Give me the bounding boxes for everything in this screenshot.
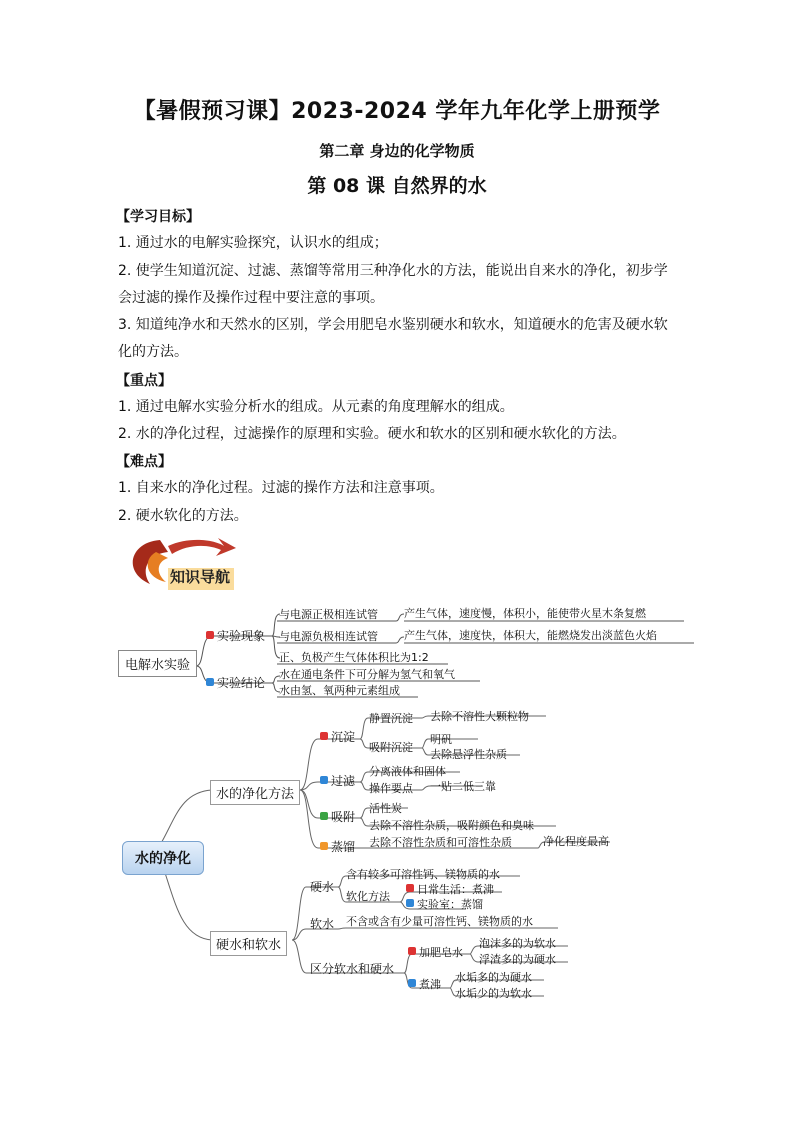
sediment-item: 静置沉淀: [369, 712, 413, 725]
phenomenon-item: 与电源负极相连试管: [279, 630, 378, 643]
key-heading: 【重点】: [116, 373, 172, 389]
key-line: 1. 通过电解水实验分析水的组成。从元素的角度理解水的组成。: [118, 399, 514, 415]
blue-badge-icon: [408, 979, 416, 987]
red-badge-icon: [406, 884, 414, 892]
goal-line: 1. 通过水的电解实验探究，认识水的组成；: [118, 235, 388, 251]
hard-water-node: 硬水: [310, 880, 335, 894]
knowledge-nav-logo-text: 知识导航: [170, 568, 231, 586]
blue-badge-icon: [406, 899, 414, 907]
soft-water-node: 软水: [310, 917, 335, 931]
hard-water-item: 含有较多可溶性钙、镁物质的水: [346, 868, 500, 881]
soft-water-item: 不含或含有少量可溶性钙、镁物质的水: [346, 915, 533, 928]
phenomenon-leaf: 产生气体，速度慢，体积小，能使带火星木条复燃: [404, 607, 646, 620]
branch-conclusion: 实验结论: [206, 676, 265, 690]
soap-item: 浮渣多的为硬水: [479, 953, 556, 966]
lesson-title: 第 08 课 自然界的水: [307, 175, 487, 197]
filter-node: 过滤: [320, 774, 355, 788]
goal-line: 化的方法。: [118, 344, 188, 360]
blue-badge-icon: [320, 776, 328, 784]
sediment-item: 吸附沉淀: [369, 741, 413, 754]
phenomenon-item: 与电源正极相连试管: [279, 608, 378, 621]
adsorb-item: 活性炭: [369, 802, 402, 815]
adsorb-item: 去除不溶性杂质，吸附颜色和臭味: [369, 819, 534, 832]
mindmap2-root: 水的净化: [122, 841, 204, 875]
soften-node: 软化方法: [346, 890, 390, 903]
phenomenon-leaf: 产生气体，速度快，体积大，能燃烧发出淡蓝色火焰: [404, 629, 657, 642]
green-badge-icon: [320, 812, 328, 820]
distinguish-node: 区分软水和硬水: [310, 962, 395, 976]
document-title: 【暑假预习课】2023-2024 学年九年化学上册预学: [133, 99, 661, 124]
filter-item: 操作要点: [369, 782, 413, 795]
sediment-leaf: 去除悬浮性杂质: [430, 748, 507, 761]
sediment-leaf: 明矾: [430, 733, 452, 746]
boil-item: 水垢多的为硬水: [455, 971, 532, 984]
goals-heading: 【学习目标】: [116, 209, 200, 225]
branch-phenomenon: 实验现象: [206, 629, 265, 643]
phenomenon-item: 正、负极产生气体体积比为1:2: [279, 651, 429, 664]
soften-item: 日常生活：煮沸: [406, 883, 494, 896]
filter-leaf: 一贴二低三靠: [430, 780, 496, 793]
difficult-line: 1. 自来水的净化过程。过滤的操作方法和注意事项。: [118, 480, 444, 496]
soap-item: 泡沫多的为软水: [479, 937, 556, 950]
goal-line: 2. 使学生知道沉淀、过滤、蒸馏等常用三种净化水的方法，能说出自来水的净化，初步学: [118, 263, 668, 279]
distill-item: 去除不溶性杂质和可溶性杂质: [369, 836, 512, 849]
red-badge-icon: [408, 947, 416, 955]
distill-leaf: 净化程度最高: [543, 835, 609, 848]
soap-node: 加肥皂水: [408, 946, 463, 959]
red-badge-icon: [320, 732, 328, 740]
sediment-leaf: 去除不溶性大颗粒物: [430, 710, 529, 723]
purification-methods-node: 水的净化方法: [210, 780, 300, 805]
boil-item: 水垢少的为软水: [455, 987, 532, 1000]
sediment-node: 沉淀: [320, 730, 355, 744]
conclusion-item: 水由氢、氧两种元素组成: [279, 684, 400, 697]
chapter-title: 第二章 身边的化学物质: [319, 142, 475, 160]
adsorb-node: 吸附: [320, 810, 355, 824]
hard-soft-water-node: 硬水和软水: [210, 931, 287, 956]
filter-item: 分离液体和固体: [369, 765, 446, 778]
goal-line: 3. 知道纯净水和天然水的区别，学会用肥皂水鉴别硬水和软水，知道硬水的危害及硬水软: [118, 317, 668, 333]
mindmap1-root: 电解水实验: [118, 650, 197, 677]
distill-node: 蒸馏: [320, 840, 355, 854]
difficult-heading: 【难点】: [116, 454, 172, 470]
conclusion-item: 水在通电条件下可分解为氢气和氧气: [279, 668, 455, 681]
soften-item: 实验室：蒸馏: [406, 898, 483, 911]
key-line: 2. 水的净化过程，过滤操作的原理和实验。硬水和软水的区别和硬水软化的方法。: [118, 426, 626, 442]
orange-badge-icon: [320, 842, 328, 850]
boil-node: 煮沸: [408, 978, 441, 991]
goal-line: 会过滤的操作及操作过程中要注意的事项。: [118, 290, 384, 306]
difficult-line: 2. 硬水软化的方法。: [118, 508, 248, 524]
